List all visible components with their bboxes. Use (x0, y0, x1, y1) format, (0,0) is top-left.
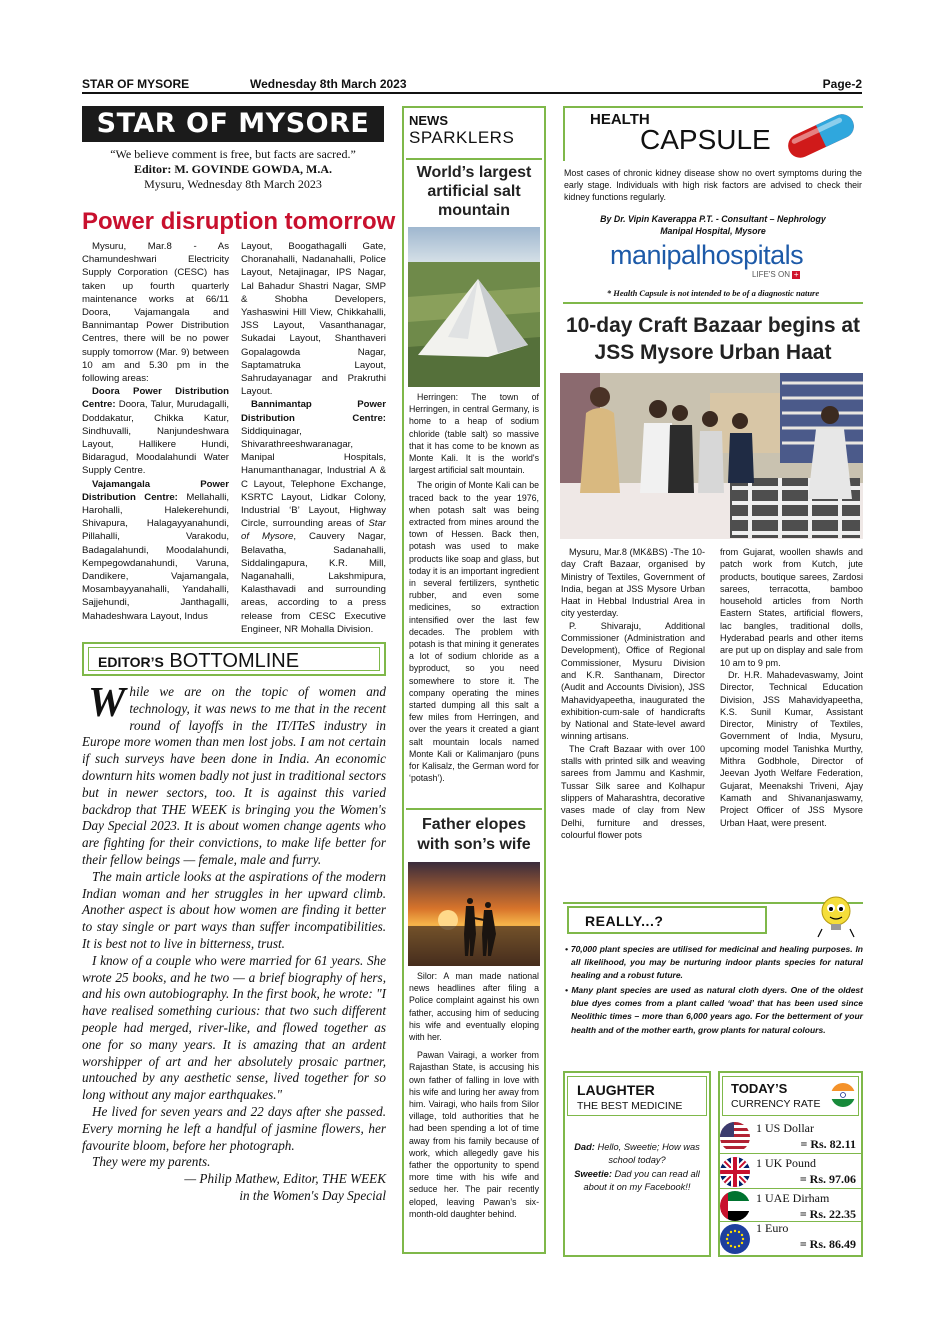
currency-title: TODAY’S (731, 1081, 788, 1096)
editor-bottomline-box (82, 642, 386, 676)
vaja-label: Vajamangala Power Distribution Centre: (82, 478, 229, 503)
banni-areas: Siddiquinagar, Shivarathreeshwaranagar, Manipal Hospitals, Hanumanthanagar, Industrial A & C Layout, Telephone Exchange, KSRTC Layout, Lidkar Colony, Industrial ‘B’ Layout, Highway Circle, surrounding areas of (241, 425, 386, 530)
masthead-info (82, 147, 384, 192)
editor-paragraph-4: He lived for seven years and 22 days after she passed. Every morning he left a handful of jasmine flowers, her favourite bloom, before her photograph. (82, 1103, 386, 1153)
power-column-2 (241, 240, 386, 636)
currency-value: = Rs. 86.49 (799, 1237, 856, 1251)
masthead-dateline: Mysuru, Wednesday 8th March 2023 (144, 177, 322, 191)
page-header (82, 74, 862, 94)
uae-flag-icon (720, 1191, 750, 1221)
bulb-character-icon (814, 893, 858, 939)
salt-headline: World’s largest artificial salt mountain (416, 164, 532, 219)
news-label-bold: NEWS (409, 113, 448, 128)
really-label-box (567, 906, 767, 934)
elope-paragraph-1: Silor: A man made national news headlines after filing a Police complaint against his own father, accusing him of seducing his wife and eventually eloping with her. (409, 971, 539, 1043)
salt-article (409, 391, 539, 785)
manipal-tagline-text: LIFE'S ON (752, 270, 790, 279)
elope-article (409, 970, 539, 1220)
couple-sunset-photo (408, 862, 540, 966)
laughter-subtitle: THE BEST MEDICINE (577, 1100, 683, 1112)
banni-star-of-mysore: Star of Mysore (241, 518, 386, 543)
header-date: Wednesday 8th March 2023 (250, 77, 407, 91)
eu-flag-icon (720, 1224, 750, 1254)
editor-signature-2: in the Women's Day Special (239, 1187, 386, 1203)
salt-paragraph-2: The origin of Monte Kali can be traced back to the year 1976, when potash salt was being extracted from mines around the town of Hessen. Back then, potash was used to make products like soap and glass, but today it is an important ingredient in several fertilizers, synthetic rubber, and even some medicines, so extraction intensified over the last few decades. The problem with potash is that mining it generates a lot of sodium chloride as a byproduct, so you need somewhere to store it. The company operating the mines started dumping all this salt a few miles from Herringen, and over the years it created a giant salt mountain locals named Monte Kali or Kalimanjaro (puns for Kalisalz, the German word for ‘potash’). (409, 480, 539, 784)
craft-bazaar-photo (560, 373, 863, 539)
laughter-speaker-1: Dad: (574, 1142, 595, 1152)
craft-paragraph-2: P. Shivaraju, Additional Commissioner (Administration and Development), Office of Regional Commissioner, Mysuru Division and K.R. Santhanam, Director (Audit and Accounts Division), JSS Mahavidyapeetha, inaugurated the exhibition-cum-sale of handicrafts by National and State-level award winning artisans. (561, 620, 705, 742)
currency-row (720, 1190, 862, 1222)
really-label: REALLY...? (585, 913, 664, 929)
banni-areas-2: , Cauvery Nagar, Belavatha, Sadanahalli, Siddalingapura, K.R. Mill, Naganahalli, Lakshmipura, Kalasthavadi and surrounding areas, according to a press release from CESC Executive Engineer, NR Mohalla Division. (241, 531, 386, 635)
news-sparklers-label (409, 113, 514, 148)
manipal-tagline (752, 270, 800, 279)
currency-row (720, 1120, 862, 1154)
currency-value: = Rs. 82.11 (800, 1137, 856, 1151)
laughter-speaker-2: Sweetie: (574, 1168, 612, 1179)
power-col2-areas: Layout, Boogathagalli Gate, Choranahalli, Nadanahalli, Police Layout, Netajinagar, IPS Nagar, Lal Bahadur Shastri Nagar, SMP & Shobha Developers, Yashaswini Hill View, Chikkahalli, JSS Layout, Vasanthanagar, Sukadai Layout, Shanthaveri Gopalagowda Nagar, Saptamatruka Layout, Sahrudayanagar and Prakruthi Layout. (241, 241, 386, 398)
elope-paragraph-2: Pawan Vairagi, a worker from Rajasthan State, is accusing his own father of falling in love with his wife and luring her away from him. Vairagi, who hails from Silor village, told authorities that he had been spending a lot of time away from his family because of work, which allegedly gave his father the opportunity to spend more time with his wife and seduce her. The pair recently eloped, leaving Pawan’s six-month-old daughter behind. (409, 1050, 539, 1219)
vaja-areas: Mellahalli, Harohalli, Halekerehundi, Shivapura, Halagayyanahundi, Pillahalli, Varakodu, Badagalahundi, Moodalahundi, Kempegowdanahundi, Varuna, Dandikere, Vajamangala, Mosambayyanahalli, Yandahalli, Sajjehundi, Janthagalli, Mahadeshwara Layout, Indus (82, 491, 229, 622)
masthead-title: STAR OF MYSORE (82, 106, 384, 142)
manipal-plus-icon: + (793, 269, 799, 279)
currency-subtitle: CURRENCY RATE (731, 1098, 821, 1110)
editor-paragraph-5: They were my parents. (92, 1154, 211, 1170)
craft-paragraph-1: Mysuru, Mar.8 (MK&BS) -The 10-day Craft Bazaar, organised by Ministry of Textiles, Government of India, began at JSS Mysore Urban Haat in Hebbal Industrial Area in city yesterday. (561, 547, 705, 619)
health-byline-1: By Dr. Vipin Kaverappa P.T. - Consultant – Nephrology (600, 214, 826, 224)
laughter-title: LAUGHTER (577, 1082, 655, 1098)
currency-value: = Rs. 22.35 (799, 1207, 856, 1221)
currency-row (720, 1222, 862, 1256)
currency-unit: 1 UK Pound (756, 1156, 817, 1170)
salt-paragraph-1: Herringen: The town of Herringen, in central Germany, is home to a heap of sodium chloride (table salt) so massive that it has come to be known as Monte Kali. It is the world's largest artificial salt mountain. (409, 392, 539, 476)
health-capsule-label (590, 112, 771, 154)
news-label-light: SPARKLERS (409, 128, 515, 147)
capsule-pill-icon (780, 112, 862, 160)
craft-paragraph-3: The Craft Bazaar with over 100 stalls with printed silk and weaving sarees from Jammu and Kashmir, Tussar Silk saree and Kolhapur slippers of Maharashtra, decorative vases made of clay from New Delhi, furniture and dresses, colourful flower pots (561, 743, 705, 840)
currency-unit: 1 US Dollar (756, 1121, 814, 1135)
really-bullet-2: • Many plant species are used as natural cloth dyers. One of the oldest blue dyes comes from a plant called ‘woad’ that has been used since Neolithic times – more than 6,000 years ago. For the betterment of your health and of the mother earth, grow plants for natural colours. (565, 985, 863, 1035)
health-byline (564, 213, 862, 237)
craft-headline: 10-day Craft Bazaar begins at JSS Mysore Urban Haat (565, 314, 861, 364)
india-flag-icon (831, 1083, 855, 1107)
health-label-light: CAPSULE (640, 124, 771, 155)
uk-flag-icon (720, 1157, 750, 1187)
currency-unit: 1 UAE Dirham (756, 1191, 830, 1205)
power-column-1 (82, 240, 229, 623)
salt-mountain-photo (408, 227, 540, 387)
laughter-label-box (567, 1076, 707, 1116)
masthead-editor: Editor: M. GOVINDE GOWDA, M.A. (134, 162, 332, 176)
craft-paragraph-4: from Gujarat, woollen shawls and patch work from Kutch, jute products, boutique sarees, Zardosi sarees, terracotta, bamboo household articles from North Eastern States, artificial flowers, lac bangles, traditional dolls, Hyderabad pearls and other items are put up on display and sale from 10 am to 9 pm. (720, 547, 863, 668)
banni-label: Bannimantap Power Distribution Centre: (241, 399, 386, 424)
elope-headline: Father elopes with son’s wife (417, 816, 531, 853)
editor-paragraph-1: hile we are on the topic of women and technology, it was news to me that in the recent round of layoffs in the IT/ITeS industry in Europe more women than men lost jobs. I am not certain if such surveys have been done in India. An economic downturn hits women badly not just in traditional sectors but in newer sectors, too. It is against this varied backdrop that THE WEEK is bringing you the Women's Day Special 2023. It is about women change agents who are fighting for their convictions, to make life better for their fellow beings — female, male and furry. (82, 684, 386, 867)
really-bullet-2-text: Many plant species are used as natural cloth dyers. One of the oldest blue dyes comes from a plant called ‘woad’ that has been used since Neolithic times – more than 6,000 years ago. For the betterment of your health and of the mother earth, grow plants for natural colours. (571, 985, 863, 1035)
craft-column-2 (720, 546, 863, 829)
health-label-bold: HEALTH (590, 111, 650, 128)
header-paper-name: STAR OF MYSORE (82, 77, 190, 91)
editor-label-bold: EDITOR’S (98, 654, 164, 670)
currency-label-box (722, 1076, 859, 1116)
editor-paragraph-2: The main article looks at the aspirations of the modern Indian woman and her struggles in her upward climb. Another aspect is about how women are finding it better to stay single or part ways than suffer incompatibilities. It is best not to live in bitterness, trust. (82, 868, 386, 951)
editor-article (82, 680, 386, 1205)
laughter-line-2: Dad you can read all about it on my Facebook!! (583, 1168, 700, 1193)
currency-unit: 1 Euro (756, 1221, 789, 1235)
power-headline: Power disruption tomorrow (82, 208, 396, 235)
doora-areas: Doora, Talur, Murudagalli, Doddakatur, Chikka Katur, Sindhuvalli, Nanjundeshwara Layout, Hallikere Hundi, Bidaragud, Moodalahundi Water Supply Centre. (82, 399, 229, 477)
currency-row (720, 1155, 862, 1189)
us-flag-icon (720, 1122, 750, 1152)
editor-paragraph-3: I know of a couple who were married for 61 years. She wrote 25 books, and he two — a brief biography of hers, and his own autobiography. In the first book, he wrote: "I have realised something curious: that two such different people had merged, river-like, and flowed together as one for so many years. It is amazing that an ardent worshipper of art and her absolutely prosaic partner, untouched by any aesthetic sense, lived together for so long without any major earthquakes." (82, 952, 386, 1103)
craft-column-1 (561, 546, 705, 841)
really-list (563, 943, 863, 1037)
manipal-logo: manipalhospitals (610, 240, 804, 270)
header-page-number: Page-2 (822, 77, 862, 91)
craft-paragraph-5: Dr. H.R. Mahadevaswamy, Joint Director, Technical Education Division, JSS Mahavidyapeetha, K.S. Sunil Kumar, Assistant Director, Ministry of Textiles, Government of India, Mysuru, upcoming model Tanishka Murthy, Mithra Godbhole, Director of Jeevan Jyoth Welfare Federation, Gujarat, Meenakshi Triveni, Ajay Kamath and Shivananjaswamy, Project Officer of JSS Mysore Urban Haat, were present. (720, 669, 863, 828)
laughter-joke (566, 1141, 708, 1195)
really-bullet-1: • 70,000 plant species are utilised for medicinal and healing purposes. In all likelihood, you may be nurturing indoor plants species for natural healing and a robust future. (565, 944, 864, 981)
laughter-line-1: Hello, Sweetie; How was school today? (594, 1142, 700, 1166)
editor-label-light: BOTTOMLINE (163, 650, 300, 672)
editor-signature-1: — Philip Mathew, Editor, THE WEEK (184, 1171, 386, 1187)
health-note: * Health Capsule is not intended to be of a diagnostic nature (606, 288, 820, 298)
really-bullet-1-text: 70,000 plant species are utilised for medicinal and healing purposes. In all likelihood, you may be nurturing indoor plants species for natural healing and a robust future. (570, 944, 864, 981)
editor-dropcap: W (88, 680, 126, 726)
doora-label: Doora Power Distribution Centre: (82, 386, 229, 411)
health-text: Most cases of chronic kidney disease show no overt symptoms during the early stage. Individuals with high risk factors are advised to check their kidney functions regularly. (564, 168, 862, 203)
currency-value: = Rs. 97.06 (799, 1172, 856, 1186)
power-intro: Mysuru, Mar.8 - As Chamundeshwari Electricity Supply Corporation (CESC) has taken up fourth quarterly maintenance works at 66/11 Doora, Vajamangala and Bannimantap Power Distribution Centres, there will be no power supply tomorrow (Mar. 9) between 10 am and 5.30 pm in the following areas: (82, 241, 229, 385)
health-byline-2: Manipal Hospital, Mysore (660, 226, 766, 236)
masthead-motto: “We believe comment is free, but facts are sacred.” (110, 147, 356, 161)
